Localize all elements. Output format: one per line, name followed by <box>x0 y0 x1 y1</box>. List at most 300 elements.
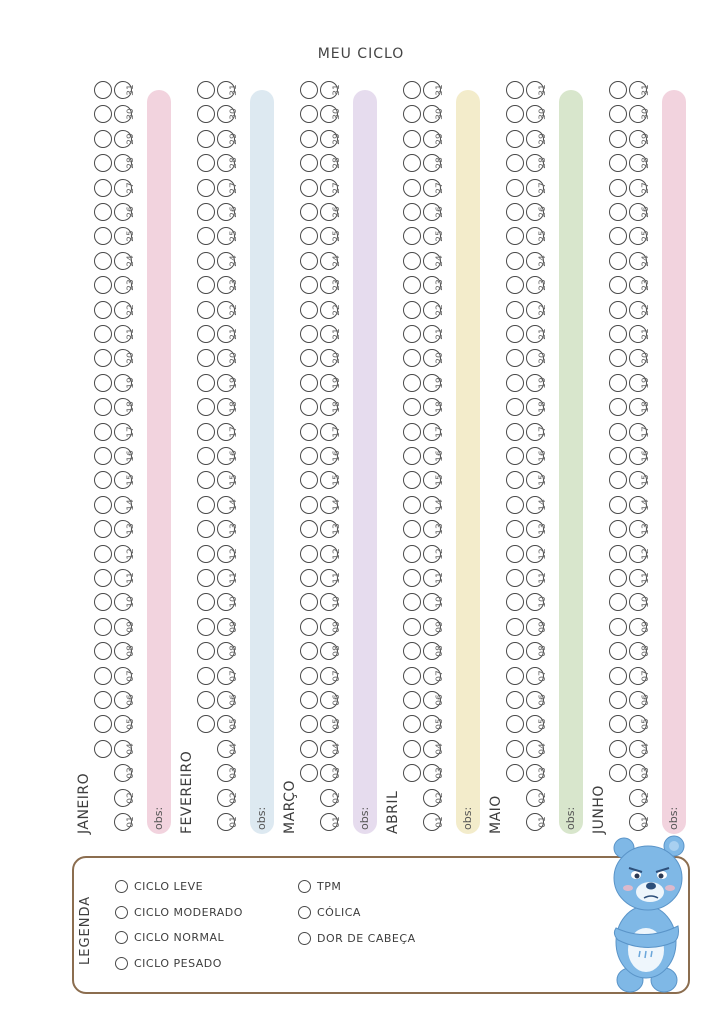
day-number: 03 <box>126 767 136 779</box>
day-number: 02 <box>229 791 239 804</box>
day-checkbox[interactable] <box>197 545 215 563</box>
day-checkbox[interactable] <box>300 349 318 367</box>
day-number: 03 <box>229 767 239 779</box>
day-number: 02 <box>538 791 548 804</box>
day-number: 04 <box>641 743 651 755</box>
day-checkbox[interactable] <box>609 325 627 343</box>
day-checkbox[interactable] <box>609 667 627 685</box>
day-checkbox[interactable] <box>609 618 627 636</box>
day-checkbox[interactable] <box>197 715 215 733</box>
day-number: 23 <box>126 279 136 291</box>
day-number: 03 <box>538 767 548 779</box>
day-number: 06 <box>332 694 342 706</box>
observation-bar[interactable] <box>662 90 686 834</box>
day-checkbox[interactable] <box>609 545 627 563</box>
day-checkbox[interactable] <box>609 520 627 538</box>
day-number: 04 <box>332 743 342 755</box>
day-number: 11 <box>229 572 239 584</box>
day-checkbox[interactable] <box>300 81 318 99</box>
observation-bar[interactable] <box>456 90 480 834</box>
legend-box <box>72 856 690 994</box>
day-number: 17 <box>435 425 445 438</box>
day-checkbox[interactable] <box>403 642 421 660</box>
day-number: 28 <box>229 157 239 169</box>
day-checkbox[interactable] <box>609 203 627 221</box>
legend-circle-icon[interactable] <box>115 957 128 970</box>
day-checkbox[interactable] <box>300 740 318 758</box>
obs-label: obs: <box>667 806 680 830</box>
day-checkbox[interactable] <box>300 496 318 514</box>
day-checkbox[interactable] <box>197 130 215 148</box>
day-number: 31 <box>332 84 342 96</box>
day-checkbox[interactable] <box>609 642 627 660</box>
day-checkbox[interactable] <box>403 105 421 123</box>
day-checkbox[interactable] <box>506 398 524 416</box>
day-number: 31 <box>641 84 651 96</box>
day-number: 24 <box>229 255 239 267</box>
day-number: 14 <box>332 499 342 511</box>
day-checkbox[interactable] <box>300 105 318 123</box>
day-checkbox[interactable] <box>300 325 318 343</box>
day-number: 24 <box>126 255 136 267</box>
month-name: JUNHO <box>591 785 607 834</box>
day-number: 29 <box>126 133 136 145</box>
day-checkbox[interactable] <box>197 325 215 343</box>
day-checkbox[interactable] <box>506 545 524 563</box>
day-checkbox[interactable] <box>609 764 627 782</box>
observation-bar[interactable] <box>250 90 274 834</box>
day-number: 18 <box>538 401 548 413</box>
day-checkbox[interactable] <box>609 593 627 611</box>
day-checkbox[interactable] <box>197 349 215 367</box>
day-number: 23 <box>641 279 651 291</box>
day-checkbox[interactable] <box>197 227 215 245</box>
day-number: 11 <box>538 572 548 584</box>
day-number: 27 <box>641 181 651 194</box>
day-checkbox[interactable] <box>506 618 524 636</box>
day-checkbox[interactable] <box>197 423 215 441</box>
day-checkbox[interactable] <box>403 81 421 99</box>
day-checkbox[interactable] <box>609 227 627 245</box>
day-checkbox[interactable] <box>506 496 524 514</box>
day-checkbox[interactable] <box>506 740 524 758</box>
day-checkbox[interactable] <box>197 496 215 514</box>
obs-label: obs: <box>255 806 268 830</box>
day-number: 04 <box>229 743 239 755</box>
day-number: 18 <box>332 401 342 413</box>
day-checkbox[interactable] <box>506 105 524 123</box>
day-checkbox[interactable] <box>506 252 524 270</box>
day-checkbox[interactable] <box>609 374 627 392</box>
day-checkbox[interactable] <box>403 545 421 563</box>
day-number: 11 <box>641 572 651 584</box>
day-number: 04 <box>538 743 548 755</box>
day-number: 25 <box>538 230 548 243</box>
day-checkbox[interactable] <box>403 130 421 148</box>
day-number: 31 <box>126 84 136 96</box>
legend-circle-icon[interactable] <box>115 880 128 893</box>
day-number: 16 <box>126 450 136 462</box>
day-checkbox[interactable] <box>506 423 524 441</box>
day-checkbox[interactable] <box>609 691 627 709</box>
day-checkbox[interactable] <box>506 130 524 148</box>
day-checkbox[interactable] <box>403 325 421 343</box>
day-number: 30 <box>641 108 651 121</box>
month-name: ABRIL <box>385 790 401 834</box>
day-checkbox[interactable] <box>300 130 318 148</box>
day-number: 20 <box>538 352 548 365</box>
day-number: 23 <box>435 279 445 291</box>
day-number: 01 <box>332 816 342 828</box>
day-checkbox[interactable] <box>506 569 524 587</box>
day-number: 08 <box>332 645 342 657</box>
day-number: 14 <box>538 499 548 511</box>
observation-bar[interactable] <box>147 90 171 834</box>
month-name: MAIO <box>488 795 504 834</box>
day-checkbox[interactable] <box>197 301 215 319</box>
day-checkbox[interactable] <box>300 520 318 538</box>
day-number: 01 <box>229 816 239 828</box>
day-checkbox[interactable] <box>403 593 421 611</box>
day-checkbox[interactable] <box>506 520 524 538</box>
day-checkbox[interactable] <box>506 81 524 99</box>
day-number: 06 <box>435 694 445 706</box>
day-number: 18 <box>641 401 651 413</box>
day-number: 13 <box>126 523 136 535</box>
day-number: 28 <box>538 157 548 169</box>
day-checkbox[interactable] <box>403 471 421 489</box>
day-checkbox[interactable] <box>403 179 421 197</box>
day-checkbox[interactable] <box>506 667 524 685</box>
day-number: 26 <box>538 206 548 218</box>
day-checkbox[interactable] <box>506 179 524 197</box>
day-checkbox[interactable] <box>197 203 215 221</box>
day-checkbox[interactable] <box>403 154 421 172</box>
day-number: 03 <box>641 767 651 779</box>
day-checkbox[interactable] <box>506 447 524 465</box>
day-number: 07 <box>538 669 548 682</box>
legend-item-label: CICLO MODERADO <box>134 905 243 919</box>
day-checkbox[interactable] <box>403 715 421 733</box>
day-number: 20 <box>332 352 342 365</box>
day-checkbox[interactable] <box>403 423 421 441</box>
day-number: 13 <box>435 523 445 535</box>
day-checkbox[interactable] <box>403 227 421 245</box>
day-number: 26 <box>435 206 445 218</box>
day-checkbox[interactable] <box>403 691 421 709</box>
day-checkbox[interactable] <box>300 423 318 441</box>
day-number: 24 <box>641 255 651 267</box>
day-number: 11 <box>435 572 445 584</box>
day-number: 17 <box>641 425 651 438</box>
day-checkbox[interactable] <box>403 569 421 587</box>
day-checkbox[interactable] <box>300 545 318 563</box>
day-checkbox[interactable] <box>609 740 627 758</box>
day-checkbox[interactable] <box>609 276 627 294</box>
day-checkbox[interactable] <box>197 691 215 709</box>
day-checkbox[interactable] <box>197 667 215 685</box>
day-checkbox[interactable] <box>506 471 524 489</box>
day-checkbox[interactable] <box>300 447 318 465</box>
day-number: 19 <box>229 377 239 389</box>
day-number: 15 <box>126 474 136 487</box>
day-checkbox[interactable] <box>197 398 215 416</box>
day-checkbox[interactable] <box>300 398 318 416</box>
day-checkbox[interactable] <box>609 301 627 319</box>
day-number: 10 <box>538 596 548 609</box>
day-number: 10 <box>332 596 342 609</box>
day-number: 30 <box>538 108 548 121</box>
day-number: 27 <box>332 181 342 194</box>
day-checkbox[interactable] <box>506 325 524 343</box>
day-number: 17 <box>126 425 136 438</box>
day-checkbox[interactable] <box>300 374 318 392</box>
day-number: 14 <box>126 499 136 511</box>
day-number: 12 <box>229 547 239 560</box>
legend-circle-icon[interactable] <box>298 906 311 919</box>
obs-label: obs: <box>461 806 474 830</box>
day-checkbox[interactable] <box>609 252 627 270</box>
day-checkbox[interactable] <box>403 276 421 294</box>
day-number: 15 <box>538 474 548 487</box>
day-checkbox[interactable] <box>197 642 215 660</box>
day-checkbox[interactable] <box>197 252 215 270</box>
day-number: 13 <box>538 523 548 535</box>
day-number: 30 <box>229 108 239 121</box>
day-checkbox[interactable] <box>197 374 215 392</box>
day-number: 05 <box>332 718 342 731</box>
day-number: 15 <box>435 474 445 487</box>
day-checkbox[interactable] <box>403 349 421 367</box>
day-checkbox[interactable] <box>506 593 524 611</box>
legend-circle-icon[interactable] <box>115 931 128 944</box>
day-number: 06 <box>229 694 239 706</box>
day-number: 03 <box>332 767 342 779</box>
day-number: 08 <box>538 645 548 657</box>
day-checkbox[interactable] <box>300 764 318 782</box>
day-number: 20 <box>641 352 651 365</box>
day-checkbox[interactable] <box>300 667 318 685</box>
day-checkbox[interactable] <box>609 496 627 514</box>
day-checkbox[interactable] <box>197 154 215 172</box>
day-number: 10 <box>229 596 239 609</box>
day-checkbox[interactable] <box>403 252 421 270</box>
day-number: 25 <box>435 230 445 243</box>
day-number: 27 <box>435 181 445 194</box>
day-number: 22 <box>435 303 445 316</box>
legend-circle-icon[interactable] <box>115 906 128 919</box>
month-name: JANEIRO <box>76 772 92 834</box>
day-checkbox[interactable] <box>403 667 421 685</box>
day-number: 23 <box>229 279 239 291</box>
legend-item-label: CICLO NORMAL <box>134 931 225 944</box>
day-number: 21 <box>229 328 239 340</box>
day-checkbox[interactable] <box>300 593 318 611</box>
day-checkbox[interactable] <box>609 398 627 416</box>
legend-item <box>298 880 341 893</box>
day-number: 11 <box>126 572 136 584</box>
day-number: 08 <box>229 645 239 657</box>
day-number: 05 <box>538 718 548 731</box>
day-checkbox[interactable] <box>197 618 215 636</box>
day-checkbox[interactable] <box>609 423 627 441</box>
day-checkbox[interactable] <box>300 691 318 709</box>
legend-item <box>298 906 361 919</box>
obs-label: obs: <box>564 806 577 830</box>
day-checkbox[interactable] <box>300 276 318 294</box>
day-number: 28 <box>435 157 445 169</box>
day-checkbox[interactable] <box>300 642 318 660</box>
day-checkbox[interactable] <box>300 252 318 270</box>
day-checkbox[interactable] <box>300 203 318 221</box>
day-checkbox[interactable] <box>300 179 318 197</box>
day-checkbox[interactable] <box>403 301 421 319</box>
day-number: 23 <box>332 279 342 291</box>
day-number: 26 <box>332 206 342 218</box>
legend-circle-icon[interactable] <box>298 880 311 893</box>
grumpy-bear-illustration <box>600 830 692 998</box>
day-number: 08 <box>641 645 651 657</box>
day-number: 31 <box>538 84 548 96</box>
day-number: 24 <box>435 255 445 267</box>
day-checkbox[interactable] <box>197 276 215 294</box>
day-checkbox[interactable] <box>506 715 524 733</box>
day-checkbox[interactable] <box>506 276 524 294</box>
day-checkbox[interactable] <box>403 618 421 636</box>
day-number: 07 <box>435 669 445 682</box>
day-checkbox[interactable] <box>197 569 215 587</box>
day-checkbox[interactable] <box>197 520 215 538</box>
day-checkbox[interactable] <box>506 691 524 709</box>
day-checkbox[interactable] <box>300 715 318 733</box>
day-number: 17 <box>332 425 342 438</box>
day-checkbox[interactable] <box>300 301 318 319</box>
day-checkbox[interactable] <box>403 496 421 514</box>
day-number: 21 <box>538 328 548 340</box>
day-checkbox[interactable] <box>197 105 215 123</box>
day-number: 16 <box>229 450 239 462</box>
day-number: 13 <box>229 523 239 535</box>
day-checkbox[interactable] <box>403 520 421 538</box>
legend-item-label: CÓLICA <box>317 906 361 919</box>
day-number: 28 <box>332 157 342 169</box>
day-checkbox[interactable] <box>609 569 627 587</box>
day-number: 09 <box>126 621 136 633</box>
day-checkbox[interactable] <box>197 81 215 99</box>
day-checkbox[interactable] <box>609 179 627 197</box>
day-number: 14 <box>435 499 445 511</box>
day-number: 13 <box>641 523 651 535</box>
day-number: 20 <box>435 352 445 365</box>
observation-bar[interactable] <box>559 90 583 834</box>
day-number: 29 <box>538 133 548 145</box>
day-number: 28 <box>641 157 651 169</box>
day-number: 10 <box>435 596 445 609</box>
day-checkbox[interactable] <box>609 349 627 367</box>
day-number: 22 <box>332 303 342 316</box>
day-checkbox[interactable] <box>403 447 421 465</box>
day-number: 27 <box>538 181 548 194</box>
day-number: 14 <box>229 499 239 511</box>
day-number: 16 <box>538 450 548 462</box>
day-checkbox[interactable] <box>609 447 627 465</box>
observation-bar[interactable] <box>353 90 377 834</box>
day-checkbox[interactable] <box>609 715 627 733</box>
day-number: 22 <box>229 303 239 316</box>
day-number: 18 <box>435 401 445 413</box>
day-checkbox[interactable] <box>403 398 421 416</box>
day-number: 07 <box>229 669 239 682</box>
day-checkbox[interactable] <box>300 154 318 172</box>
day-number: 29 <box>435 133 445 145</box>
day-number: 29 <box>641 133 651 145</box>
legend-item <box>115 880 203 893</box>
day-checkbox[interactable] <box>403 764 421 782</box>
day-checkbox[interactable] <box>506 203 524 221</box>
day-number: 25 <box>126 230 136 243</box>
day-checkbox[interactable] <box>403 740 421 758</box>
day-checkbox[interactable] <box>197 471 215 489</box>
day-checkbox[interactable] <box>506 764 524 782</box>
day-number: 09 <box>435 621 445 633</box>
day-number: 19 <box>538 377 548 389</box>
day-checkbox[interactable] <box>197 447 215 465</box>
day-checkbox[interactable] <box>300 569 318 587</box>
day-checkbox[interactable] <box>609 154 627 172</box>
day-checkbox[interactable] <box>300 618 318 636</box>
day-number: 21 <box>126 328 136 340</box>
day-number: 05 <box>435 718 445 731</box>
day-number: 26 <box>126 206 136 218</box>
day-number: 10 <box>641 596 651 609</box>
day-checkbox[interactable] <box>197 593 215 611</box>
day-number: 09 <box>641 621 651 633</box>
day-checkbox[interactable] <box>300 471 318 489</box>
day-checkbox[interactable] <box>506 642 524 660</box>
day-checkbox[interactable] <box>300 227 318 245</box>
day-number: 06 <box>641 694 651 706</box>
day-number: 21 <box>332 328 342 340</box>
day-number: 19 <box>641 377 651 389</box>
day-number: 19 <box>332 377 342 389</box>
day-checkbox[interactable] <box>403 203 421 221</box>
legend-circle-icon[interactable] <box>298 932 311 945</box>
day-number: 31 <box>229 84 239 96</box>
day-checkbox[interactable] <box>506 301 524 319</box>
day-checkbox[interactable] <box>506 227 524 245</box>
day-checkbox[interactable] <box>506 349 524 367</box>
day-checkbox[interactable] <box>403 374 421 392</box>
day-number: 15 <box>641 474 651 487</box>
day-checkbox[interactable] <box>609 130 627 148</box>
day-number: 01 <box>435 816 445 828</box>
day-checkbox[interactable] <box>609 81 627 99</box>
day-checkbox[interactable] <box>197 179 215 197</box>
day-checkbox[interactable] <box>609 105 627 123</box>
day-number: 19 <box>435 377 445 389</box>
day-number: 27 <box>229 181 239 194</box>
legend-item-label: CICLO LEVE <box>134 880 204 893</box>
obs-label: obs: <box>358 806 371 830</box>
day-number: 12 <box>641 547 651 560</box>
day-number: 09 <box>538 621 548 633</box>
day-checkbox[interactable] <box>506 374 524 392</box>
day-number: 01 <box>641 816 651 828</box>
obs-label: obs: <box>152 806 165 830</box>
day-checkbox[interactable] <box>506 154 524 172</box>
day-checkbox[interactable] <box>609 471 627 489</box>
day-number: 25 <box>332 230 342 243</box>
